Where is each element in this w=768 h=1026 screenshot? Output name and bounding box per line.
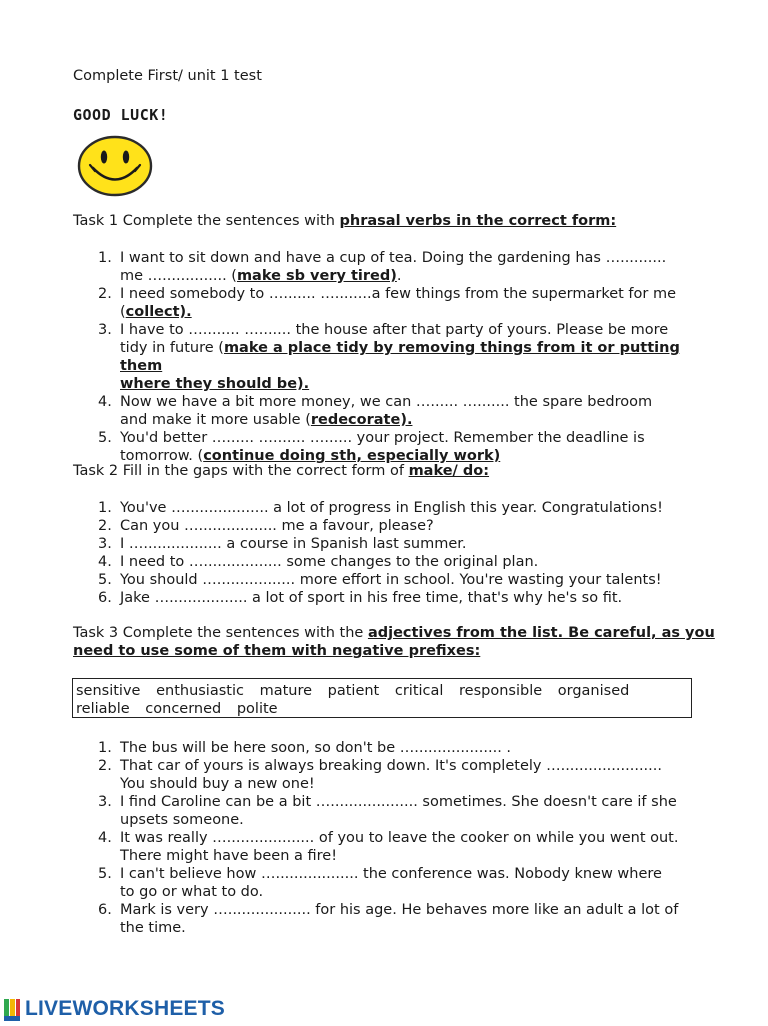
word-list-row-2 (76, 700, 691, 718)
task1-item-2: 2. I need somebody to …....... …........a few things from the supermarket for me (collect). (98, 286, 677, 320)
task3-item-6: 6. Mark is very ….................. for his age. He behaves more like an adult a lot of the time. (98, 902, 679, 936)
task2-emphasis: make/ do: (408, 463, 490, 479)
task1-item-1: 1. I want to sit down and have a cup of tea. Doing the gardening has ….......... me ….............. (make sb very tired). (98, 250, 667, 284)
task1-item-5: 5. You'd better …...... …....... …...... your project. Remember the deadline is tomorrow. (continue doing sth, especially work) (98, 430, 645, 464)
task1-emphasis: phrasal verbs in the correct form: (339, 213, 617, 229)
task3-emphasis-2: need to use some of them with negative prefixes: (73, 643, 481, 659)
task3-emphasis-1: adjectives from the list. Be careful, as you (367, 625, 715, 641)
task2-item-5: 5. You should …................. more effort in school. You're wasting your talents! (98, 572, 662, 588)
word-responsible: responsible (459, 683, 543, 699)
task1-intro: Task 1 Complete the sentences with (73, 213, 340, 229)
task1-item-3: 3. I have to …........ …....... the house after that party of yours. Please be more tidy in future (make a place tidy by removing things from it or putting them where they should be). (98, 322, 680, 392)
task3-intro: Task 3 Complete the sentences with the (73, 625, 368, 641)
task2-item-4: 4. I need to …................. some changes to the original plan. (98, 554, 539, 570)
task1-heading (73, 213, 616, 229)
task2-list (98, 499, 700, 607)
liveworksheets-logo-icon (3, 998, 21, 1020)
word-mature: mature (259, 683, 313, 699)
task2-item-1: 1. You've ….................. a lot of progress in English this year. Congratulations! (98, 500, 663, 516)
liveworksheets-logo[interactable] (3, 996, 225, 1022)
task2-item-6: 6. Jake …................. a lot of sport in his free time, that's why he's so fit. (98, 590, 623, 606)
word-enthusiastic: enthusiastic (156, 683, 244, 699)
task3-item-1: 1. The bus will be here soon, so don't be …................... . (98, 740, 512, 756)
good-luck-heading: GOOD LUCK! (73, 106, 169, 124)
task3-item-4: 4. It was really …................... of you to leave the cooker on while you went out. There might have been a fire! (98, 830, 679, 864)
word-sensitive: sensitive (76, 683, 141, 699)
word-critical: critical (394, 683, 444, 699)
word-organised: organised (557, 683, 630, 699)
word-patient: patient (327, 683, 380, 699)
task3-list (98, 739, 700, 937)
word-concerned: concerned (145, 701, 222, 717)
smiley-face-icon (77, 135, 153, 201)
worksheet-title: Complete First/ unit 1 test (73, 68, 262, 84)
task3-item-3: 3. I find Caroline can be a bit …................... sometimes. She doesn't care if she upsets someone. (98, 794, 677, 828)
word-list-box (72, 678, 692, 718)
task1-list (98, 249, 700, 465)
word-polite: polite (236, 701, 278, 717)
task1-item-4: 4. Now we have a bit more money, we can …...... …....... the spare bedroom and make it more usable (redecorate). (98, 394, 653, 428)
task2-item-2: 2. Can you …................. me a favour, please? (98, 518, 434, 534)
task2-heading (73, 463, 489, 479)
word-reliable: reliable (76, 701, 130, 717)
task3-item-2: 2. That car of yours is always breaking down. It's completely …...................... You should buy a new one! (98, 758, 662, 792)
task2-intro: Task 2 Fill in the gaps with the correct form of (73, 463, 409, 479)
task2-item-3: 3. I …................. a course in Spanish last summer. (98, 536, 467, 552)
word-list-row-1 (76, 682, 691, 700)
liveworksheets-logo-text: LIVEWORKSHEETS (25, 997, 225, 1020)
task3-heading (73, 624, 715, 660)
task3-item-5: 5. I can't believe how ….................. the conference was. Nobody knew where to go or what to do. (98, 866, 662, 900)
